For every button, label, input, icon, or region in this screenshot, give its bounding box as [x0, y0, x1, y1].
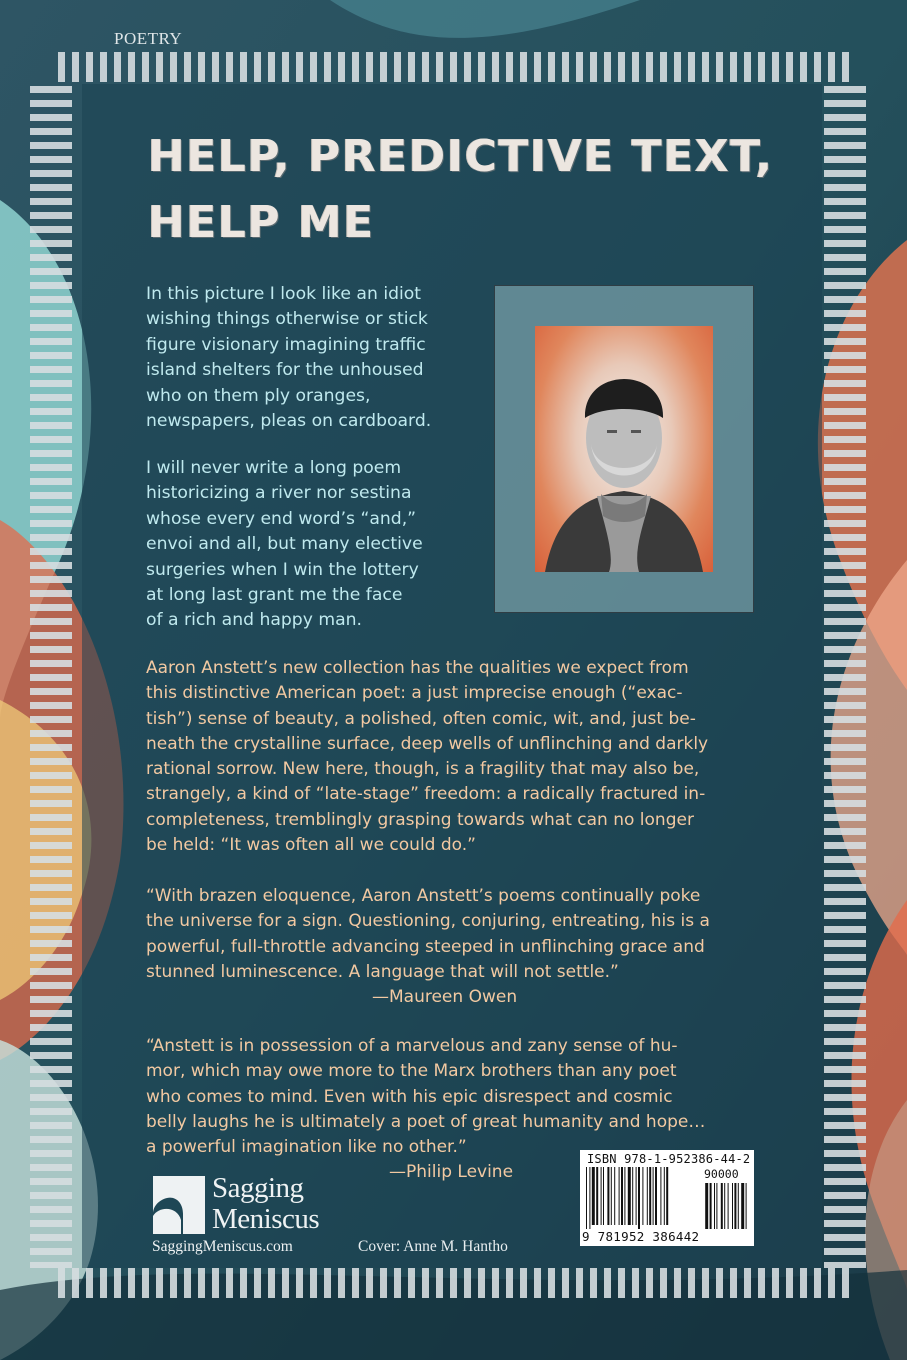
isbn-label: ISBN 978-1-952386-44-2 — [587, 1152, 751, 1166]
barcode-addon-digits: 90000 — [704, 1167, 739, 1181]
blurb-1-text: Aaron Anstett’s new collection has the qualities we expect from this distinctive American poet: a just imprecise enough (“exac- tish”) sense of beauty, a polished, often comic, wit, and, just be- neath the crystalline surface, deep wells of unflinching and darkly rational sorrow. New here, though, is a fragility that may also be, strangely, a kind of “late-stage” freedom: a radically fractured in- completeness, tremblingly grasping towards what can no longer be held: “It was often all we could do.” — [146, 658, 709, 856]
publisher-name — [212, 1173, 319, 1235]
blurb-3-attribution: —Philip Levine — [389, 1162, 514, 1182]
publisher-name-line-2: Meniscus — [212, 1203, 320, 1235]
poem-stanza-2: I will never write a long poem historicizing a river nor sestina whose every end word’s “and,” envoi and all, but many elective surgeries when I win the lottery at long last grant me the face of a rich and happy man. — [146, 458, 423, 631]
cover-credit: Cover: Anne M. Hantho — [358, 1238, 508, 1255]
title-line-2: HELP ME — [148, 197, 375, 248]
blurb-2-text: “With brazen eloquence, Aaron Anstett’s poems continually poke the universe for a sign. Questioning, conjuring, entreating, his is a powerful, full-throttle advancing steeped in unflinching grace and stunned luminescence. A language that will not settle.” — [146, 886, 710, 982]
isbn-barcode — [580, 1150, 754, 1246]
title-line-1: HELP, PREDICTIVE TEXT, — [148, 131, 774, 182]
blurb-3-text: “Anstett is in possession of a marvelous and zany sense of hu- mor, which may owe more to the Marx brothers than any poet who comes to mind. Even with his epic disrespect and cosmic belly laughs he is ultimately a poet of great humanity and hope… a powerful imagination like no other.” — [146, 1036, 706, 1158]
sagging-meniscus-logo-icon — [153, 1176, 205, 1234]
publisher-name-line-1: Sagging — [212, 1172, 304, 1204]
blurb-2-attribution: —Maureen Owen — [372, 987, 518, 1007]
barcode-digits: 9 781952 386442 — [582, 1229, 700, 1244]
publisher-url: SaggingMeniscus.com — [152, 1238, 293, 1255]
author-photo-frame — [494, 285, 754, 613]
book-title — [148, 124, 788, 256]
genre-label: POETRY — [114, 29, 183, 48]
poem-stanza-1: In this picture I look like an idiot wishing things otherwise or stick figure visionary imagining traffic island shelters for the unhoused who on them ply oranges, newspapers, pleas on cardboard. — [146, 284, 432, 432]
author-photo — [535, 326, 713, 572]
